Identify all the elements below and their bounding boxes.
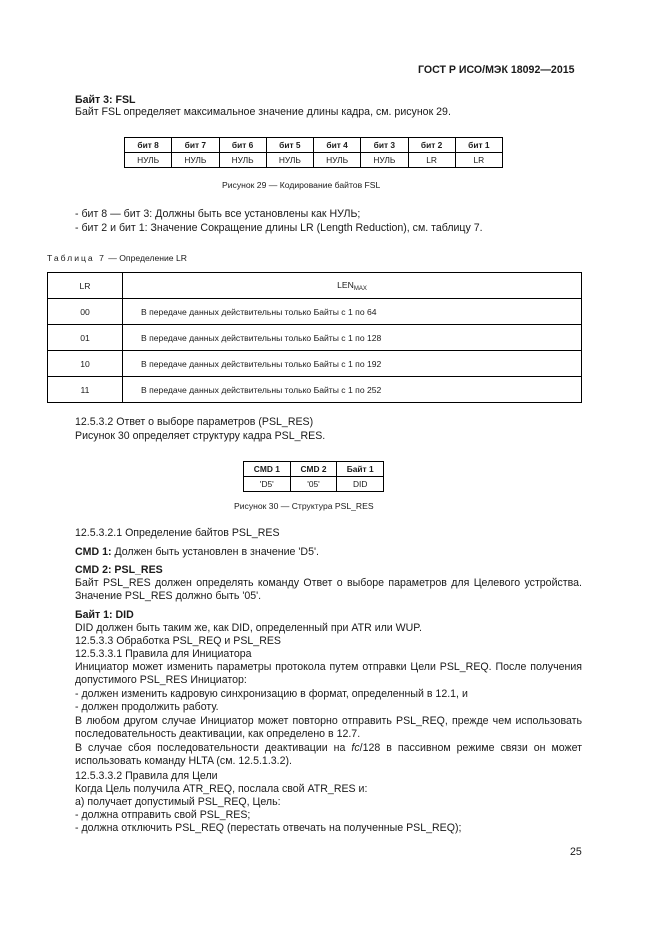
fsl-value-cell: LR [455, 153, 502, 168]
initiator-list-item-1: - должен изменить кадровую синхронизацию в формат, определенный в 12.1, и [75, 688, 468, 700]
section-125331-title: 12.5.3.3.1 Правила для Инициатора [75, 648, 252, 660]
table7-caption-prefix: Таблица 7 [47, 253, 106, 263]
psl-header-cell: CMD 2 [290, 462, 337, 477]
section-125321-title: 12.5.3.2.1 Определение байтов PSL_RES [75, 527, 280, 539]
psl-value-cell: 'D5' [244, 477, 291, 492]
document-code: ГОСТ Р ИСО/МЭК 18092—2015 [418, 64, 575, 76]
section-12532-text: Рисунок 30 определяет структуру кадра PSL_RES. [75, 430, 326, 442]
psl-header-cell: CMD 1 [244, 462, 291, 477]
fsl-value-cell: НУЛЬ [266, 153, 313, 168]
lr-text-cell: В передаче данных действительны только Байты с 1 по 64 [123, 299, 582, 325]
fsl-header-cell: бит 1 [455, 138, 502, 153]
initiator-list-item-2: - должен продолжить работу. [75, 701, 219, 713]
psl-res-structure-table [243, 461, 384, 492]
psl-value-cell: DID [337, 477, 384, 492]
fsl-header-cell: бит 7 [172, 138, 219, 153]
bits-list-item-1: - бит 8 — бит 3: Должны быть все установлены как НУЛЬ; [75, 208, 361, 220]
table-row [48, 299, 582, 325]
initiator-p3-start: В случае сбоя последовательности деактивации на [75, 742, 352, 754]
cmd1-text: Должен быть установлен в значение 'D5'. [111, 546, 319, 558]
lr-code-cell: 10 [48, 351, 123, 377]
table7-header-lr: LR [48, 273, 123, 299]
initiator-paragraph-1: Инициатор может изменить параметры протокола путем отправки Цели PSL_REQ. После получения допустимого PSL_RES Инициатор: [75, 661, 582, 686]
table7-caption [47, 253, 187, 263]
fsl-header-cell: бит 3 [361, 138, 408, 153]
table-row [48, 377, 582, 403]
fsl-value-row [125, 153, 503, 168]
fsl-header-cell: бит 6 [219, 138, 266, 153]
section-12532-title: 12.5.3.2 Ответ о выборе параметров (PSL_RES) [75, 416, 314, 428]
figure30-caption: Рисунок 30 — Структура PSL_RES [234, 501, 374, 511]
fsl-value-cell: НУЛЬ [219, 153, 266, 168]
byte3-heading: Байт 3: FSL [75, 94, 136, 106]
cmd2-text: Байт PSL_RES должен определять команду Ответ о выборе параметров для Целевого устройства. Значение PSL_RES должно быть '05'. [75, 577, 582, 602]
table7-header-lenmax [123, 273, 582, 299]
psl-header-row [244, 462, 384, 477]
lr-text-cell: В передаче данных действительны только Байты с 1 по 252 [123, 377, 582, 403]
fsl-header-cell: бит 8 [125, 138, 172, 153]
table7-caption-rest: — Определение LR [108, 253, 187, 263]
lenmax-main: LEN [337, 279, 354, 290]
byte3-text: Байт FSL определяет максимальное значение длины кадра, см. рисунок 29. [75, 106, 451, 118]
page-number: 25 [570, 846, 582, 858]
lr-text-cell: В передаче данных действительны только Байты с 1 по 128 [123, 325, 582, 351]
target-list-item-1: а) получает допустимый PSL_REQ, Цель: [75, 796, 281, 808]
fsl-value-cell: НУЛЬ [125, 153, 172, 168]
cmd1-line [75, 546, 319, 559]
psl-header-cell: Байт 1 [337, 462, 384, 477]
byte1-heading: Байт 1: DID [75, 609, 134, 621]
section-12533-title: 12.5.3.3 Обработка PSL_REQ и PSL_RES [75, 635, 281, 647]
section-125332-title: 12.5.3.3.2 Правила для Цели [75, 770, 218, 782]
initiator-paragraph-3 [75, 742, 582, 768]
table-row [48, 325, 582, 351]
fsl-header-row [125, 138, 503, 153]
initiator-paragraph-2: В любом другом случае Инициатор может повторно отправить PSL_REQ, прежде чем использовать последовательность деактивации, как определено в 12.7. [75, 715, 582, 740]
fsl-value-cell: НУЛЬ [172, 153, 219, 168]
fsl-bit-table [124, 137, 503, 168]
fsl-value-cell: НУЛЬ [361, 153, 408, 168]
fsl-value-cell: НУЛЬ [314, 153, 361, 168]
fsl-header-cell: бит 2 [408, 138, 455, 153]
lr-code-cell: 11 [48, 377, 123, 403]
target-list-item-2: - должна отправить свой PSL_RES; [75, 809, 251, 821]
lr-text-cell: В передаче данных действительны только Байты с 1 по 192 [123, 351, 582, 377]
lr-code-cell: 01 [48, 325, 123, 351]
table-row [48, 351, 582, 377]
cmd1-label: CMD 1: [75, 546, 112, 558]
fsl-header-cell: бит 5 [266, 138, 313, 153]
lenmax-sub: MAX [353, 285, 367, 292]
fsl-header-cell: бит 4 [314, 138, 361, 153]
psl-value-cell: '05' [290, 477, 337, 492]
cmd2-heading: CMD 2: PSL_RES [75, 564, 163, 576]
target-list-item-3: - должна отключить PSL_REQ (перестать отвечать на полученные PSL_REQ); [75, 822, 462, 834]
table7-header-row [48, 273, 582, 299]
target-paragraph-1: Когда Цель получила ATR_REQ, послала свой ATR_RES и: [75, 783, 368, 795]
initiator-p3-end: /128 в пассивном режиме связи он может использовать команду HLTA (см. 12.5.1.3.2). [75, 742, 583, 767]
byte1-text: DID должен быть таким же, как DID, определенный при ATR или WUP. [75, 622, 422, 634]
lr-definition-table [47, 272, 582, 403]
fsl-value-cell: LR [408, 153, 455, 168]
psl-value-row [244, 477, 384, 492]
figure29-caption: Рисунок 29 — Кодирование байтов FSL [222, 180, 381, 190]
initiator-p3-fc: fc [351, 742, 360, 754]
bits-list-item-2: - бит 2 и бит 1: Значение Сокращение длины LR (Length Reduction), см. таблицу 7. [75, 222, 483, 234]
lr-code-cell: 00 [48, 299, 123, 325]
